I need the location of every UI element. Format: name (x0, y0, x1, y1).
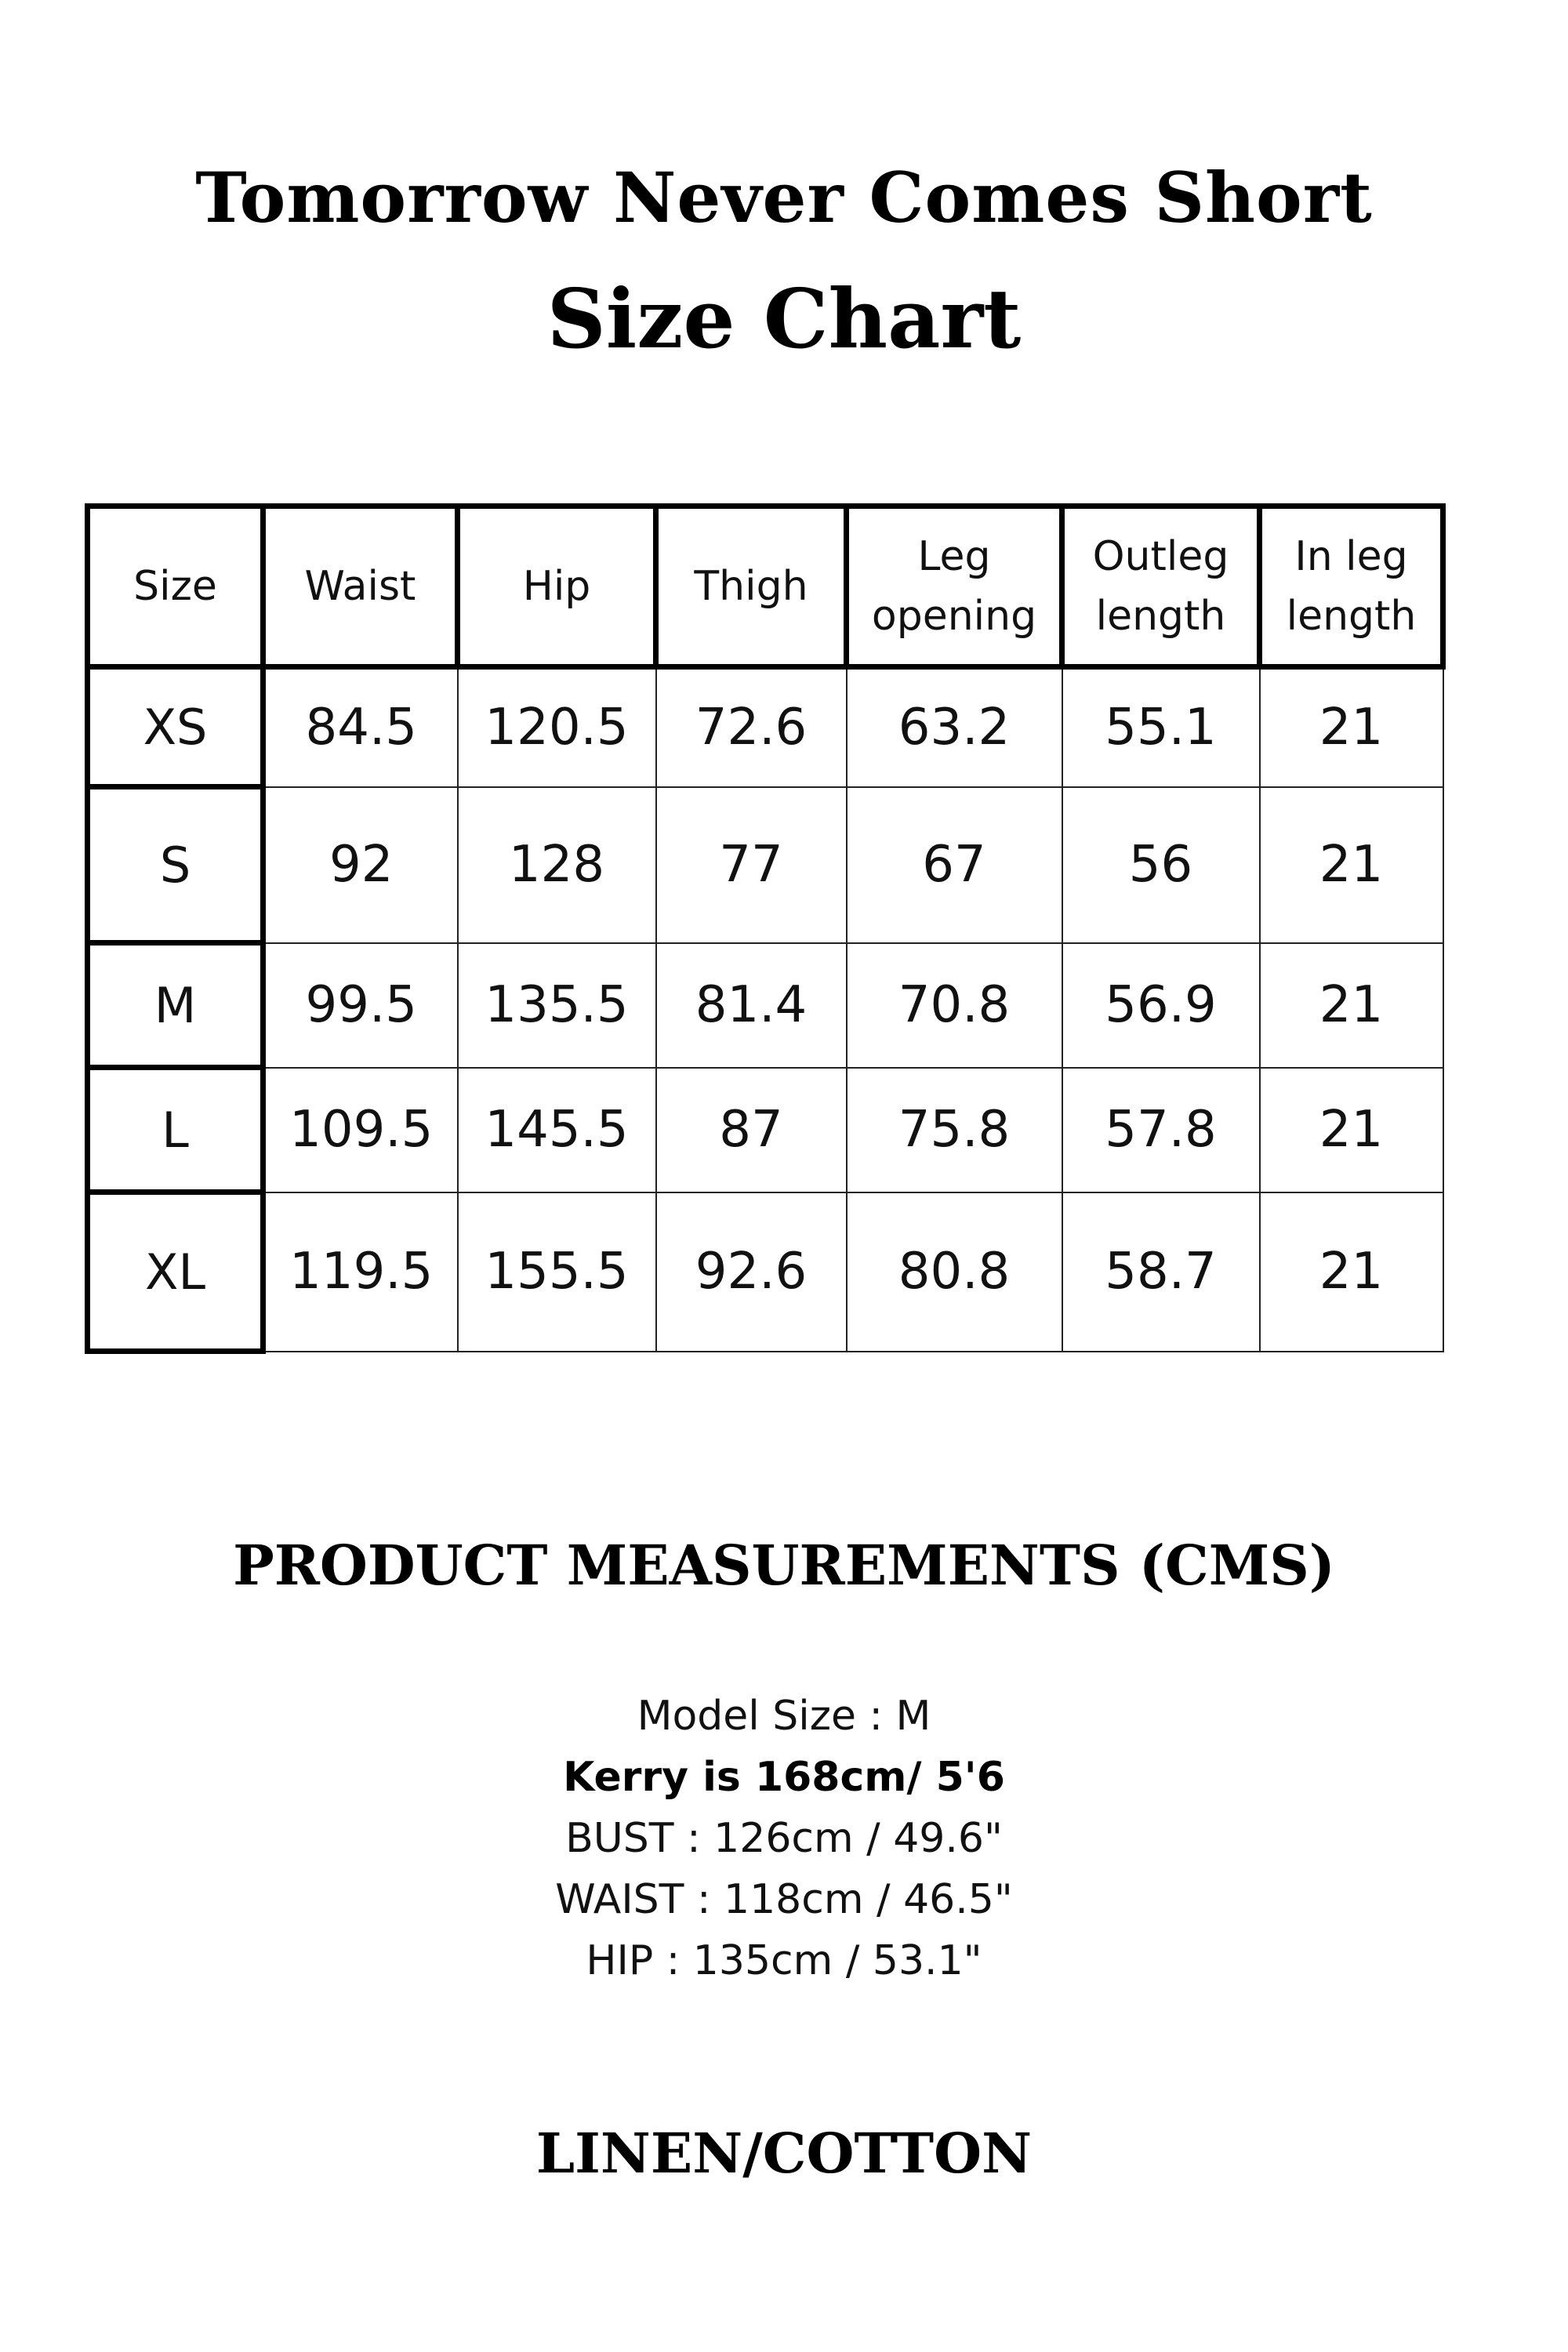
table-row (88, 1068, 1443, 1192)
table-header-row (88, 506, 1443, 667)
table-cell: 21 (1260, 1192, 1443, 1352)
table-cell: 145.5 (458, 1068, 656, 1192)
size-label-cell: XS (88, 667, 263, 787)
size-label-cell: S (88, 787, 263, 943)
table-cell: 21 (1260, 787, 1443, 943)
table-row (88, 1192, 1443, 1352)
column-header-thigh: Thigh (656, 506, 847, 667)
product-measurements-heading: PRODUCT MEASUREMENTS (CMS) (233, 1533, 1335, 1598)
table-cell: 63.2 (847, 667, 1062, 787)
table-cell: 135.5 (458, 943, 656, 1068)
table-cell: 119.5 (263, 1192, 458, 1352)
table-cell: 72.6 (656, 667, 847, 787)
table-cell: 56.9 (1062, 943, 1260, 1068)
table-cell: 80.8 (847, 1192, 1062, 1352)
size-label-cell: M (88, 943, 263, 1068)
table-cell: 21 (1260, 943, 1443, 1068)
table-cell: 56 (1062, 787, 1260, 943)
bust-measurement-text: BUST : 126cm / 49.6" (565, 1815, 1003, 1862)
table-cell: 21 (1260, 667, 1443, 787)
table-row (88, 943, 1443, 1068)
table-cell: 70.8 (847, 943, 1062, 1068)
table-cell: 55.1 (1062, 667, 1260, 787)
size-label-cell: L (88, 1068, 263, 1192)
model-size-text: Model Size : M (637, 1693, 931, 1740)
table-cell: 67 (847, 787, 1062, 943)
column-header-hip: Hip (458, 506, 656, 667)
table-cell: 57.8 (1062, 1068, 1260, 1192)
table-cell: 84.5 (263, 667, 458, 787)
column-header-size: Size (88, 506, 263, 667)
waist-measurement-text: WAIST : 118cm / 46.5" (555, 1876, 1013, 1923)
table-cell: 58.7 (1062, 1192, 1260, 1352)
table-cell: 75.8 (847, 1068, 1062, 1192)
product-title: Tomorrow Never Comes Short (195, 157, 1373, 238)
table-cell: 92.6 (656, 1192, 847, 1352)
table-cell: 128 (458, 787, 656, 943)
table-cell: 81.4 (656, 943, 847, 1068)
table-row (88, 667, 1443, 787)
hip-measurement-text: HIP : 135cm / 53.1" (586, 1937, 982, 1984)
size-label-cell: XL (88, 1192, 263, 1352)
column-header-leg-opening: Leg opening (847, 506, 1062, 667)
table-cell: 87 (656, 1068, 847, 1192)
table-cell: 21 (1260, 1068, 1443, 1192)
column-header-waist: Waist (263, 506, 458, 667)
model-height-text: Kerry is 168cm/ 5'6 (563, 1754, 1005, 1801)
fabric-composition-heading: LINEN/COTTON (535, 2121, 1033, 2186)
table-cell: 155.5 (458, 1192, 656, 1352)
table-cell: 77 (656, 787, 847, 943)
table-row (88, 787, 1443, 943)
table-cell: 109.5 (263, 1068, 458, 1192)
table-cell: 120.5 (458, 667, 656, 787)
table-cell: 99.5 (263, 943, 458, 1068)
size-chart-table (85, 503, 1446, 1354)
model-info-block (0, 1686, 1568, 1991)
column-header-in-leg-length: In leg length (1260, 506, 1443, 667)
table-cell: 92 (263, 787, 458, 943)
page-subtitle: Size Chart (546, 270, 1022, 367)
column-header-outleg-length: Outleg length (1062, 506, 1260, 667)
